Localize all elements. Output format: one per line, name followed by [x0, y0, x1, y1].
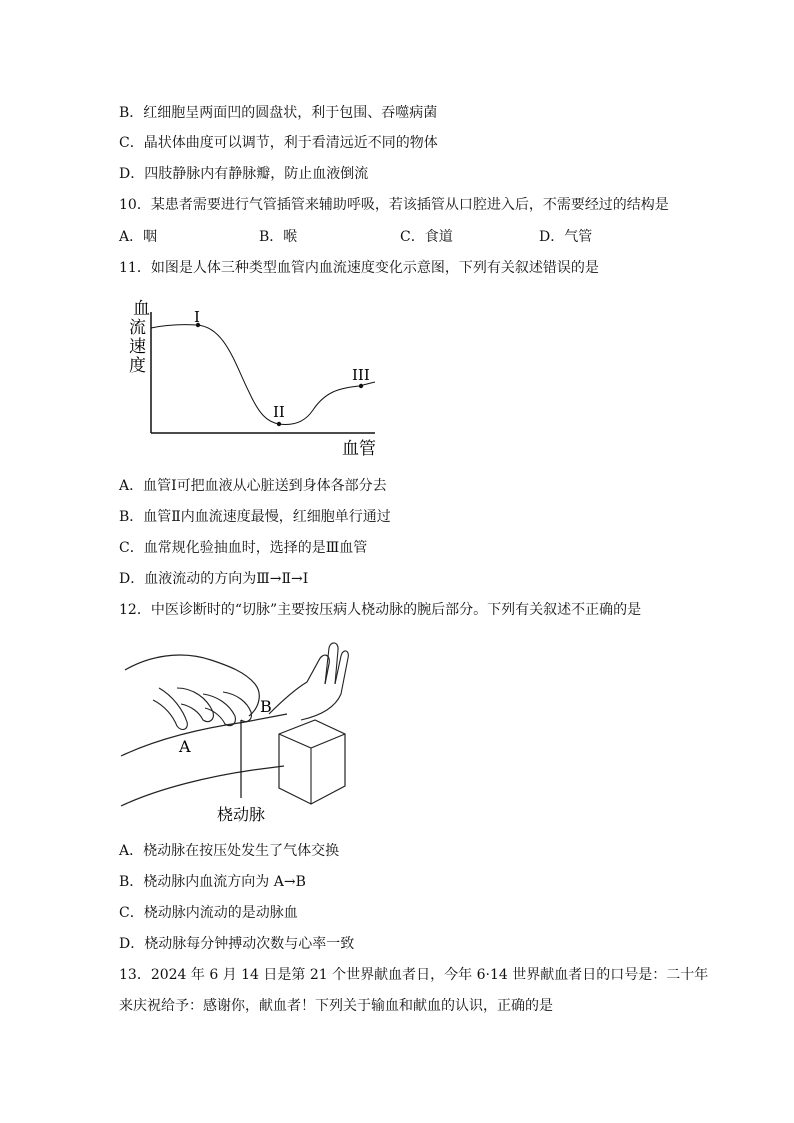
q12-option-c: C．桡动脉内流动的是动脉血: [119, 905, 298, 921]
label-ii: II: [273, 403, 285, 421]
label-i: I: [194, 308, 200, 326]
q9-option-b: B．红细胞呈两面凹的圆盘状，利于包围、吞噬病菌: [119, 105, 438, 121]
doctor-hand-back: [125, 655, 259, 716]
label-iii: III: [352, 366, 370, 384]
point-iii: [359, 384, 363, 388]
q10-option-b: B．喉: [259, 229, 298, 245]
q11-option-a: A．血管Ⅰ可把血液从心脏送到身体各部分去: [119, 478, 387, 494]
q10-options: [119, 227, 679, 247]
doctor-finger-3: [223, 692, 251, 722]
q11-stem: 11．如图是人体三种类型血管内血流速度变化示意图，下列有关叙述错误的是: [119, 260, 599, 276]
blood-flow-speed-figure: [117, 292, 387, 462]
patient-finger-2: [301, 651, 348, 720]
ylabel-char-2: 流: [129, 318, 146, 338]
point-ii: [277, 422, 281, 426]
q11-option-b: B．血管Ⅱ内血流速度最慢，红细胞单行通过: [119, 509, 391, 525]
q10-option-c: C．食道: [400, 229, 453, 245]
speed-curve: [151, 325, 375, 425]
doctor-thumb: [153, 688, 187, 729]
ylabel-char-3: 速: [129, 337, 146, 357]
forearm-bottom-edge: [121, 766, 284, 806]
ylabel-char-4: 度: [129, 356, 146, 376]
q11-option-d: D．血液流动的方向为Ⅲ→Ⅱ→Ⅰ: [119, 571, 309, 587]
x-axis-label: 血管: [342, 439, 376, 459]
q9-option-c: C．晶状体曲度可以调节，利于看清远近不同的物体: [119, 135, 438, 151]
wrist-pillow: [279, 720, 345, 804]
q11-option-c: C．血常规化验抽血时，选择的是Ⅲ血管: [119, 540, 368, 556]
q12-option-a: A．桡动脉在按压处发生了气体交换: [119, 843, 340, 859]
q9-option-d: D．四肢静脉内有静脉瓣，防止血液倒流: [119, 166, 369, 182]
q12-stem: 12．中医诊断时的“切脉”主要按压病人桡动脉的腕后部分。下列有关叙述不正确的是: [119, 602, 642, 618]
q12-option-b: B．桡动脉内血流方向为 A→B: [119, 874, 306, 890]
radial-artery-caption: 桡动脉: [217, 805, 266, 824]
pulse-taking-figure: [119, 636, 349, 830]
q13-stem-line2: 来庆祝给予：感谢你，献血者！下列关于输血和献血的认识，正确的是: [119, 998, 553, 1014]
q12-option-d: D．桡动脉每分钟搏动次数与心率一致: [119, 936, 355, 952]
doctor-finger-2: [203, 694, 235, 726]
q10-option-a: A．咽: [119, 229, 158, 245]
label-b: B: [260, 697, 272, 716]
q10-stem: 10．某患者需要进行气管插管来辅助呼吸，若该插管从口腔进入后，不需要经过的结构是: [119, 197, 669, 213]
label-a: A: [179, 737, 191, 756]
q13-stem-line1: 13．2024 年 6 月 14 日是第 21 个世界献血者日，今年 6·14 世界献血者日的口号是：二十年: [119, 967, 709, 983]
patient-hand: [269, 655, 329, 714]
ylabel-char-1: 血: [133, 299, 150, 319]
q10-option-d: D．气管: [539, 229, 593, 245]
doctor-finger-1: [177, 688, 213, 722]
